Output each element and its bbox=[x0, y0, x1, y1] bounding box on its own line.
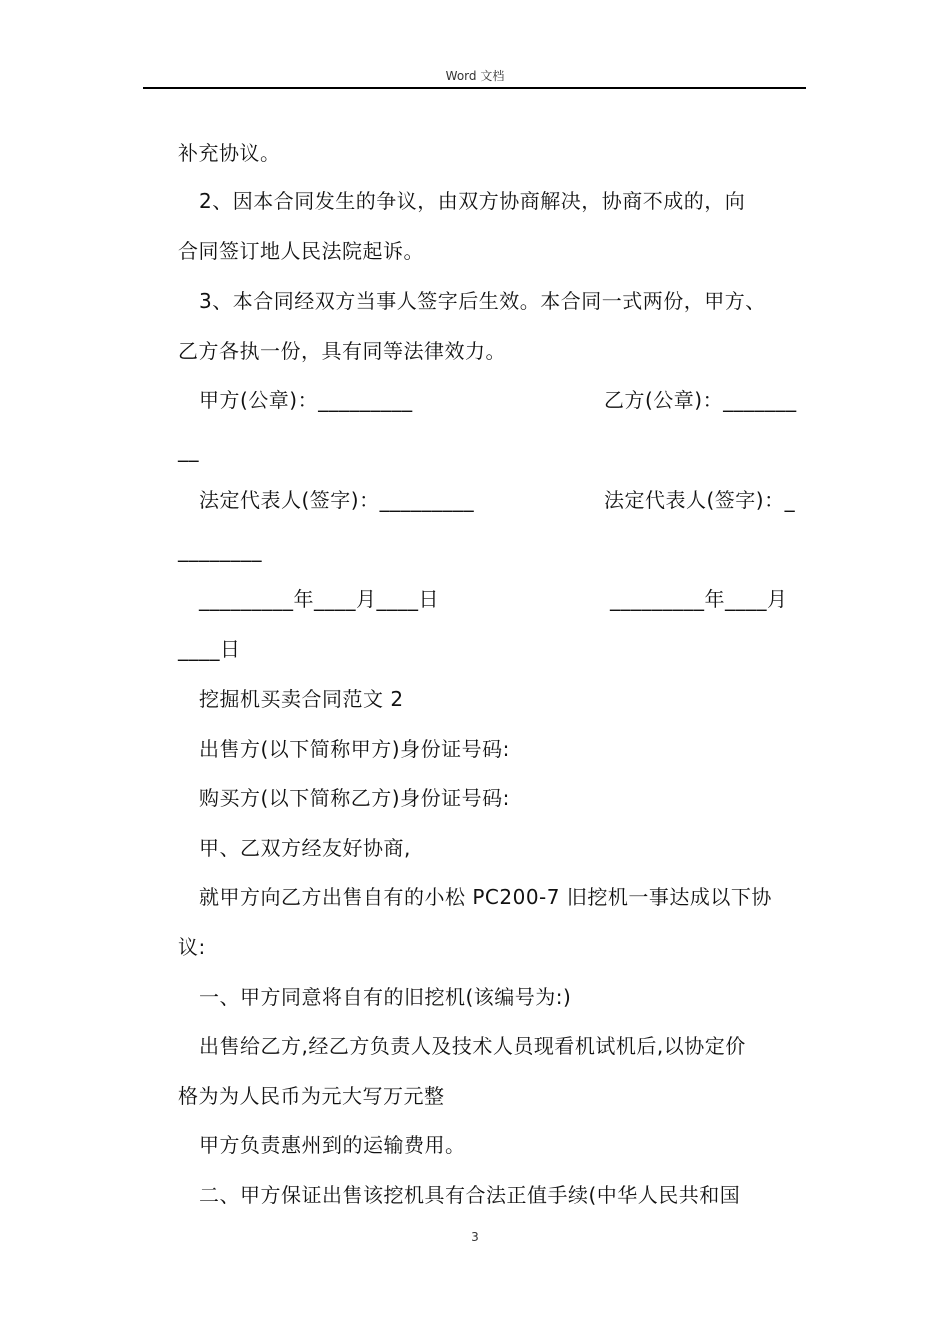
body-line: 议: bbox=[178, 935, 206, 959]
body-line: 格为为人民币为元大写万元整 bbox=[178, 1084, 445, 1108]
body-line: 出售给乙方,经乙方负责人及技术人员现看机试机后,以协定价 bbox=[199, 1034, 746, 1058]
body-line: 甲方负责惠州到的运输费用。 bbox=[199, 1133, 466, 1157]
header-divider bbox=[143, 87, 806, 89]
party-b-representative: 法定代表人(签字)：_ bbox=[604, 488, 796, 512]
party-b-representative-continued: ________ bbox=[178, 538, 262, 562]
body-line: 甲、乙双方经友好协商, bbox=[199, 836, 411, 860]
party-b-seal-continued: __ bbox=[178, 438, 199, 462]
party-b-date: _________年____月 bbox=[610, 587, 788, 611]
section-title: 挖掘机买卖合同范文 2 bbox=[199, 687, 404, 711]
party-a-representative: 法定代表人(签字)：_________ bbox=[199, 488, 475, 512]
party-b-seal: 乙方(公章)：_______ bbox=[604, 388, 797, 412]
body-line: 2、因本合同发生的争议，由双方协商解决，协商不成的，向 bbox=[199, 189, 746, 213]
body-line: 出售方(以下简称甲方)身份证号码: bbox=[199, 737, 510, 761]
body-line: 乙方各执一份，具有同等法律效力。 bbox=[178, 339, 506, 363]
body-line: 一、甲方同意将自有的旧挖机(该编号为:) bbox=[199, 985, 572, 1009]
party-a-date: _________年____月____日 bbox=[199, 587, 439, 611]
party-b-date-continued: ____日 bbox=[178, 637, 241, 661]
body-line: 3、本合同经双方当事人签字后生效。本合同一式两份，甲方、 bbox=[199, 289, 766, 313]
body-line: 补充协议。 bbox=[178, 141, 281, 165]
party-a-seal: 甲方(公章)：_________ bbox=[199, 388, 413, 412]
body-line: 二、甲方保证出售该挖机具有合法正值手续(中华人民共和国 bbox=[199, 1183, 741, 1207]
body-line: 合同签订地人民法院起诉。 bbox=[178, 239, 424, 263]
body-line: 购买方(以下简称乙方)身份证号码: bbox=[199, 786, 510, 810]
page-header: Word 文档 bbox=[445, 69, 505, 83]
page-number: 3 bbox=[471, 1230, 479, 1244]
body-line: 就甲方向乙方出售自有的小松 PC200-7 旧挖机一事达成以下协 bbox=[199, 885, 772, 909]
